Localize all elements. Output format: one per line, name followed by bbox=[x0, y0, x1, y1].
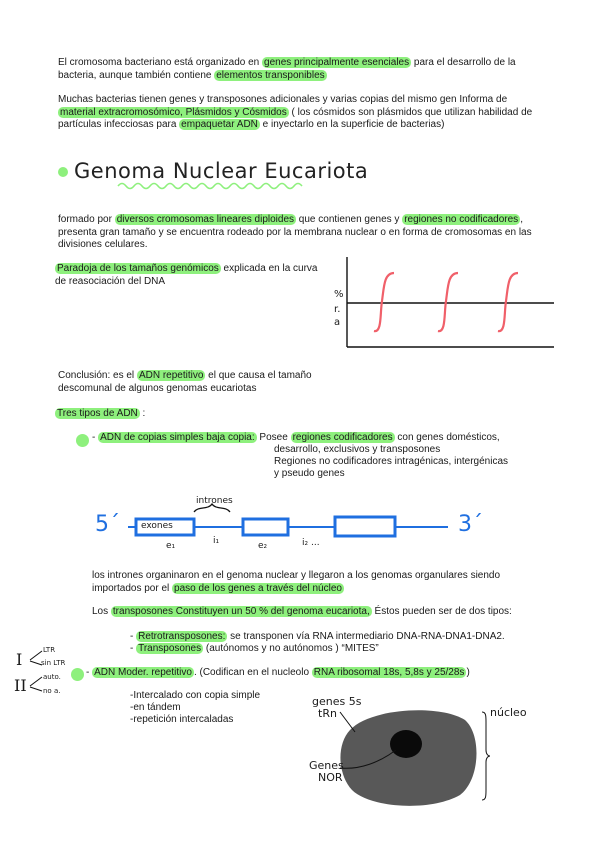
list-item-intercalado: -Intercalado con copia simple bbox=[130, 690, 261, 701]
highlight-adn-repetitivo: ADN repetitivo bbox=[138, 370, 204, 381]
adn-copias-line3: Regiones no codificadores intragénicas, intergénicas bbox=[274, 456, 509, 467]
bullet-adn-copias bbox=[76, 434, 89, 447]
paragraph-bacterial-chromosome: El cromosoma bacteriano está organizado en genes principalmente esenciales para el desarrollo de la bacteria, aunque también contiene elementos transponibles bbox=[58, 57, 516, 81]
exon-2-box bbox=[243, 519, 288, 535]
adn-moder-repetitivo-item: - ADN Moder. repetitivo . (Codifican en el nucleolo RNA ribosomal 18s, 5,8s y 25/28s ) bbox=[86, 667, 470, 678]
margin-note-ltr: LTR bbox=[43, 646, 56, 654]
tres-tipos-label: Tres tipos de ADN : bbox=[57, 408, 146, 419]
adn-copias-line4: y pseudo genes bbox=[274, 468, 345, 479]
list-item-tandem: -en tándem bbox=[130, 702, 181, 713]
highlight-tres-tipos: Tres tipos de ADN bbox=[57, 408, 138, 419]
heading-wavy-underline bbox=[118, 181, 308, 191]
highlight-paradoja: Paradoja de los tamaños genómicos bbox=[57, 263, 219, 274]
adn-copias-simples-item: - ADN de copias simples baja copia: Posee regiones codificadores con genes domésticos, bbox=[92, 432, 500, 443]
label-nucleo: núcleo bbox=[490, 706, 527, 719]
margin-note-auto: auto. bbox=[43, 673, 61, 681]
highlight-transposones: Transposones bbox=[138, 643, 202, 654]
highlight-cromosomas-lineares: diversos cromosomas lineares diploides bbox=[116, 214, 295, 225]
highlight-regiones-codificadores: regiones codificadores bbox=[292, 432, 393, 443]
paragraph-paradoja: Paradoja de los tamaños genómicos explicada en la curva de reasociación del DNA bbox=[55, 263, 318, 287]
bullet-adn-moder bbox=[71, 668, 84, 681]
intrones-label: intrones bbox=[196, 496, 233, 506]
paragraph-intrones: los intrones organinaron en el genoma nuclear y llegaron a los genomas organulares siendo importados por el paso de los genes a través del núcleo bbox=[92, 570, 501, 594]
exon-1-label: e₁ bbox=[166, 541, 176, 551]
highlight-retrotransposones: Retrotransposones: bbox=[138, 631, 226, 642]
curve-axis-label-a: a bbox=[334, 317, 341, 328]
highlight-genes-esenciales: genes principalmente esenciales bbox=[264, 57, 410, 68]
sigmoid-curve-1 bbox=[374, 273, 394, 331]
highlight-transposones-50: transposones Constituyen un 50 % del genoma eucariota, bbox=[112, 606, 370, 617]
paragraph-conclusion: Conclusión: es el ADN repetitivo el que causa el tamaño descomunal de algunos genomas eucariotas bbox=[58, 370, 312, 394]
highlight-paso-genes: paso de los genes a través del núcleo bbox=[174, 582, 342, 594]
nucleus-shape bbox=[340, 710, 476, 806]
label-trn: tRn bbox=[318, 707, 337, 720]
adn-copias-line2: desarrollo, exclusivos y transposones bbox=[274, 444, 441, 455]
paragraph-transposones: Los transposones Constituyen un 50 % del genoma eucariota, Éstos pueden ser de dos tipos: bbox=[92, 606, 512, 617]
exon-2-label: e₂ bbox=[258, 541, 268, 551]
reassociation-curve-diagram bbox=[330, 253, 560, 353]
paragraph-extrachromosomal: Muchas bacterias tienen genes y transposones adicionales y varias copias del mismo gen Informa de material extracromosómico, Plásmidos y Cósmidos ( los cósmidos son plásmidos que utilizan habilidad de partículas infecciosas para empaquetar ADN e inyectarlo en la superficie de bacterias) bbox=[58, 94, 533, 130]
nucleus-brace bbox=[482, 712, 490, 800]
nucleolus bbox=[390, 730, 422, 758]
arrow-genes5s bbox=[340, 712, 355, 732]
highlight-adn-copias-simples: ADN de copias simples baja copia: bbox=[100, 432, 255, 443]
margin-note-no-auto: no a. bbox=[43, 687, 61, 695]
exones-label: exones bbox=[141, 521, 173, 531]
label-genes: Genes bbox=[309, 759, 344, 772]
highlight-empaquetar-adn: empaquetar ADN bbox=[181, 119, 258, 130]
paragraph-eukaryotic-genome: formado por diversos cromosomas lineares diploides que contienen genes y regiones no codificadores , presenta gran tamaño y se encuentra rodeado por la membrana nuclear o en forma de cromosomas en las divisiones celulares. bbox=[58, 214, 532, 250]
three-prime-label: 3´ bbox=[458, 512, 483, 537]
list-item-repeticion: -repetición intercaladas bbox=[130, 714, 234, 725]
highlight-adn-moder: ADN Moder. repetitivo bbox=[94, 667, 192, 678]
curve-axis-label-r: r. bbox=[334, 304, 341, 315]
margin-roman-one: I bbox=[16, 650, 23, 669]
five-prime-label: 5´ bbox=[95, 512, 120, 537]
highlight-elementos-transponibles: elementos transponibles bbox=[216, 69, 325, 81]
sigmoid-curve-2 bbox=[438, 273, 458, 331]
highlight-material-extracromosomico: material extracromosómico, Plásmidos y Cósmidos bbox=[60, 106, 287, 118]
retrotransposones-item: - Retrotransposones: se transponen vía RNA intermediario DNA-RNA-DNA1-DNA2. bbox=[130, 631, 505, 642]
exon-3-box bbox=[335, 517, 395, 536]
intron-2-label: i₂ ... bbox=[302, 538, 320, 548]
curve-axis-label-percent: % bbox=[334, 289, 344, 300]
highlight-regiones-no-codificadores: regiones no codificadores bbox=[404, 214, 519, 225]
gene-structure-diagram bbox=[128, 492, 458, 552]
margin-note-sin-ltr: sin LTR bbox=[41, 659, 66, 667]
sigmoid-curve-3 bbox=[498, 273, 518, 331]
intron-1-label: i₁ bbox=[213, 536, 220, 546]
transposones-item: - Transposones (autónomos y no autónomos ) “MITES” bbox=[130, 643, 379, 654]
heading-bullet bbox=[58, 167, 68, 177]
section-heading: Genoma Nuclear Eucariota bbox=[74, 159, 369, 183]
label-genes-5s: genes 5s bbox=[312, 695, 362, 708]
highlight-rna-ribosomal: RNA ribosomal 18s, 5,8s y 25/28s bbox=[313, 667, 465, 678]
label-nor: NOR bbox=[318, 771, 343, 784]
margin-roman-two: II bbox=[14, 676, 27, 695]
